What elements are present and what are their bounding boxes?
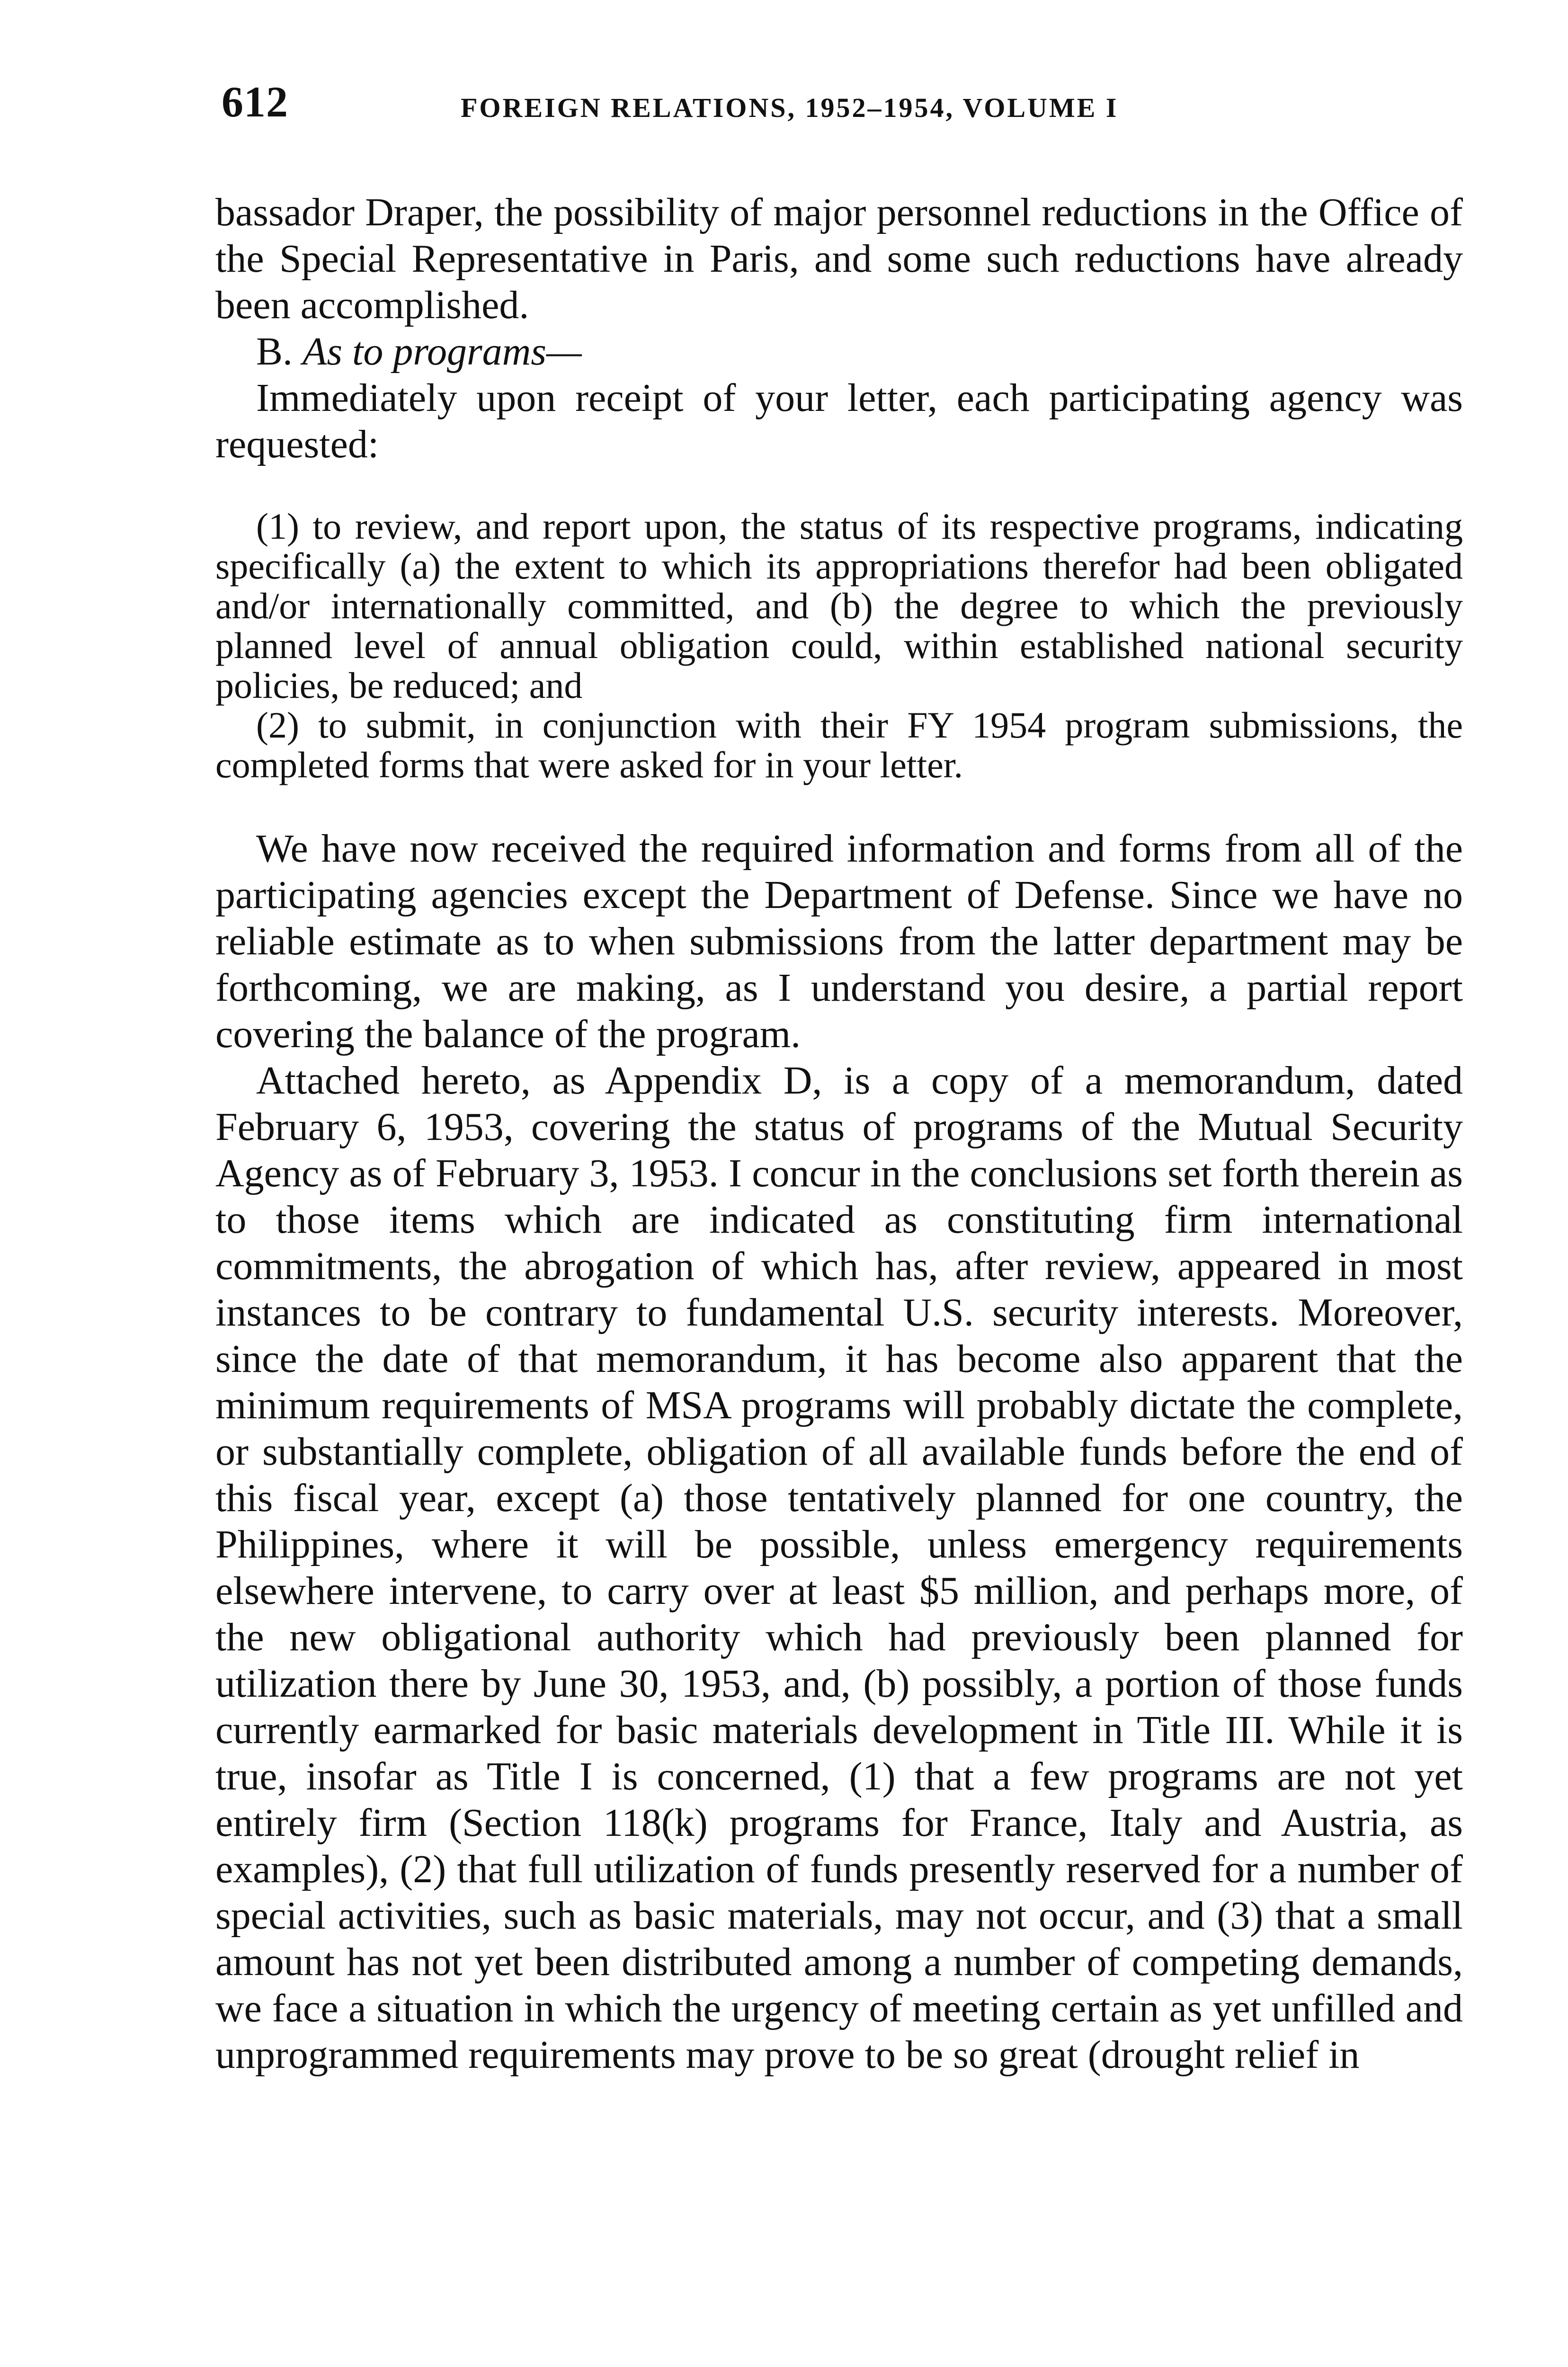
paragraph-continuation: bassador Draper, the possibility of major personnel reductions in the Office of the Special Representative in Paris, and some such reductions have already been accomplished. xyxy=(215,190,1463,327)
subhead-prefix: B. xyxy=(256,329,293,374)
paragraph-received: We have now received the required information and forms from all of the participating agencies except the Department of Defense. Since we have no reliable estimate as to when submissions from the latter department may be forthcoming, we are making, as I understand you desire, a partial report covering the balance of the program. xyxy=(215,827,1463,1056)
page-header xyxy=(222,66,1462,142)
subhead-label: As to programs— xyxy=(303,329,582,374)
list-item: (2) to submit, in conjunction with their FY 1954 program submissions, the completed forms that were asked for in your letter. xyxy=(215,704,1463,785)
request-list xyxy=(215,507,1463,785)
paragraph-receipt: Immediately upon receipt of your letter, each participating agency was requested: xyxy=(215,376,1463,466)
running-head: FOREIGN RELATIONS, 1952–1954, VOLUME I xyxy=(461,92,1119,123)
list-item: (1) to review, and report upon, the status of its respective programs, indicating specifically (a) the extent to which its appropriations therefor had been obligated and/or internationally committed, and (b) the degree to which the previously planned level of annual obligation could, within established national security policies, be reduced; and xyxy=(215,506,1463,706)
page-number: 612 xyxy=(222,78,288,126)
body-text xyxy=(215,189,1463,2078)
section-subhead xyxy=(215,329,1463,375)
paragraph-attached: Attached hereto, as Appendix D, is a copy of a memorandum, dated February 6, 1953, covering the status of programs of the Mutual Security Agency as of February 3, 1953. I concur in the conclusions set forth therein as to those items which are indicated as constituting firm international commitments, the abrogation of which has, after review, appeared in most instances to be contrary to fundamental U.S. security interests. Moreover, since the date of that memorandum, it has become also apparent that the minimum requirements of MSA programs will probably dictate the complete, or substantially complete, obligation of all available funds before the end of this fiscal year, except (a) those tentatively planned for one country, the Philippines, where it will be possible, unless emergency requirements elsewhere intervene, to carry over at least $5 million, and perhaps more, of the new obligational authority which had previously been planned for utilization there by June 30, 1953, and, (b) possibly, a portion of those funds currently earmarked for basic materials development in Title III. While it is true, insofar as Title I is concerned, (1) that a few programs are not yet entirely firm (Section 118(k) programs for France, Italy and Austria, as examples), (2) that full utilization of funds presently reserved for a number of special activities, such as basic materials, may not occur, and (3) that a small amount has not yet been distributed among a number of competing demands, we face a situation in which the urgency of meeting certain as yet unfilled and unprogrammed requirements may prove to be so great (drought relief in xyxy=(215,1059,1463,2077)
